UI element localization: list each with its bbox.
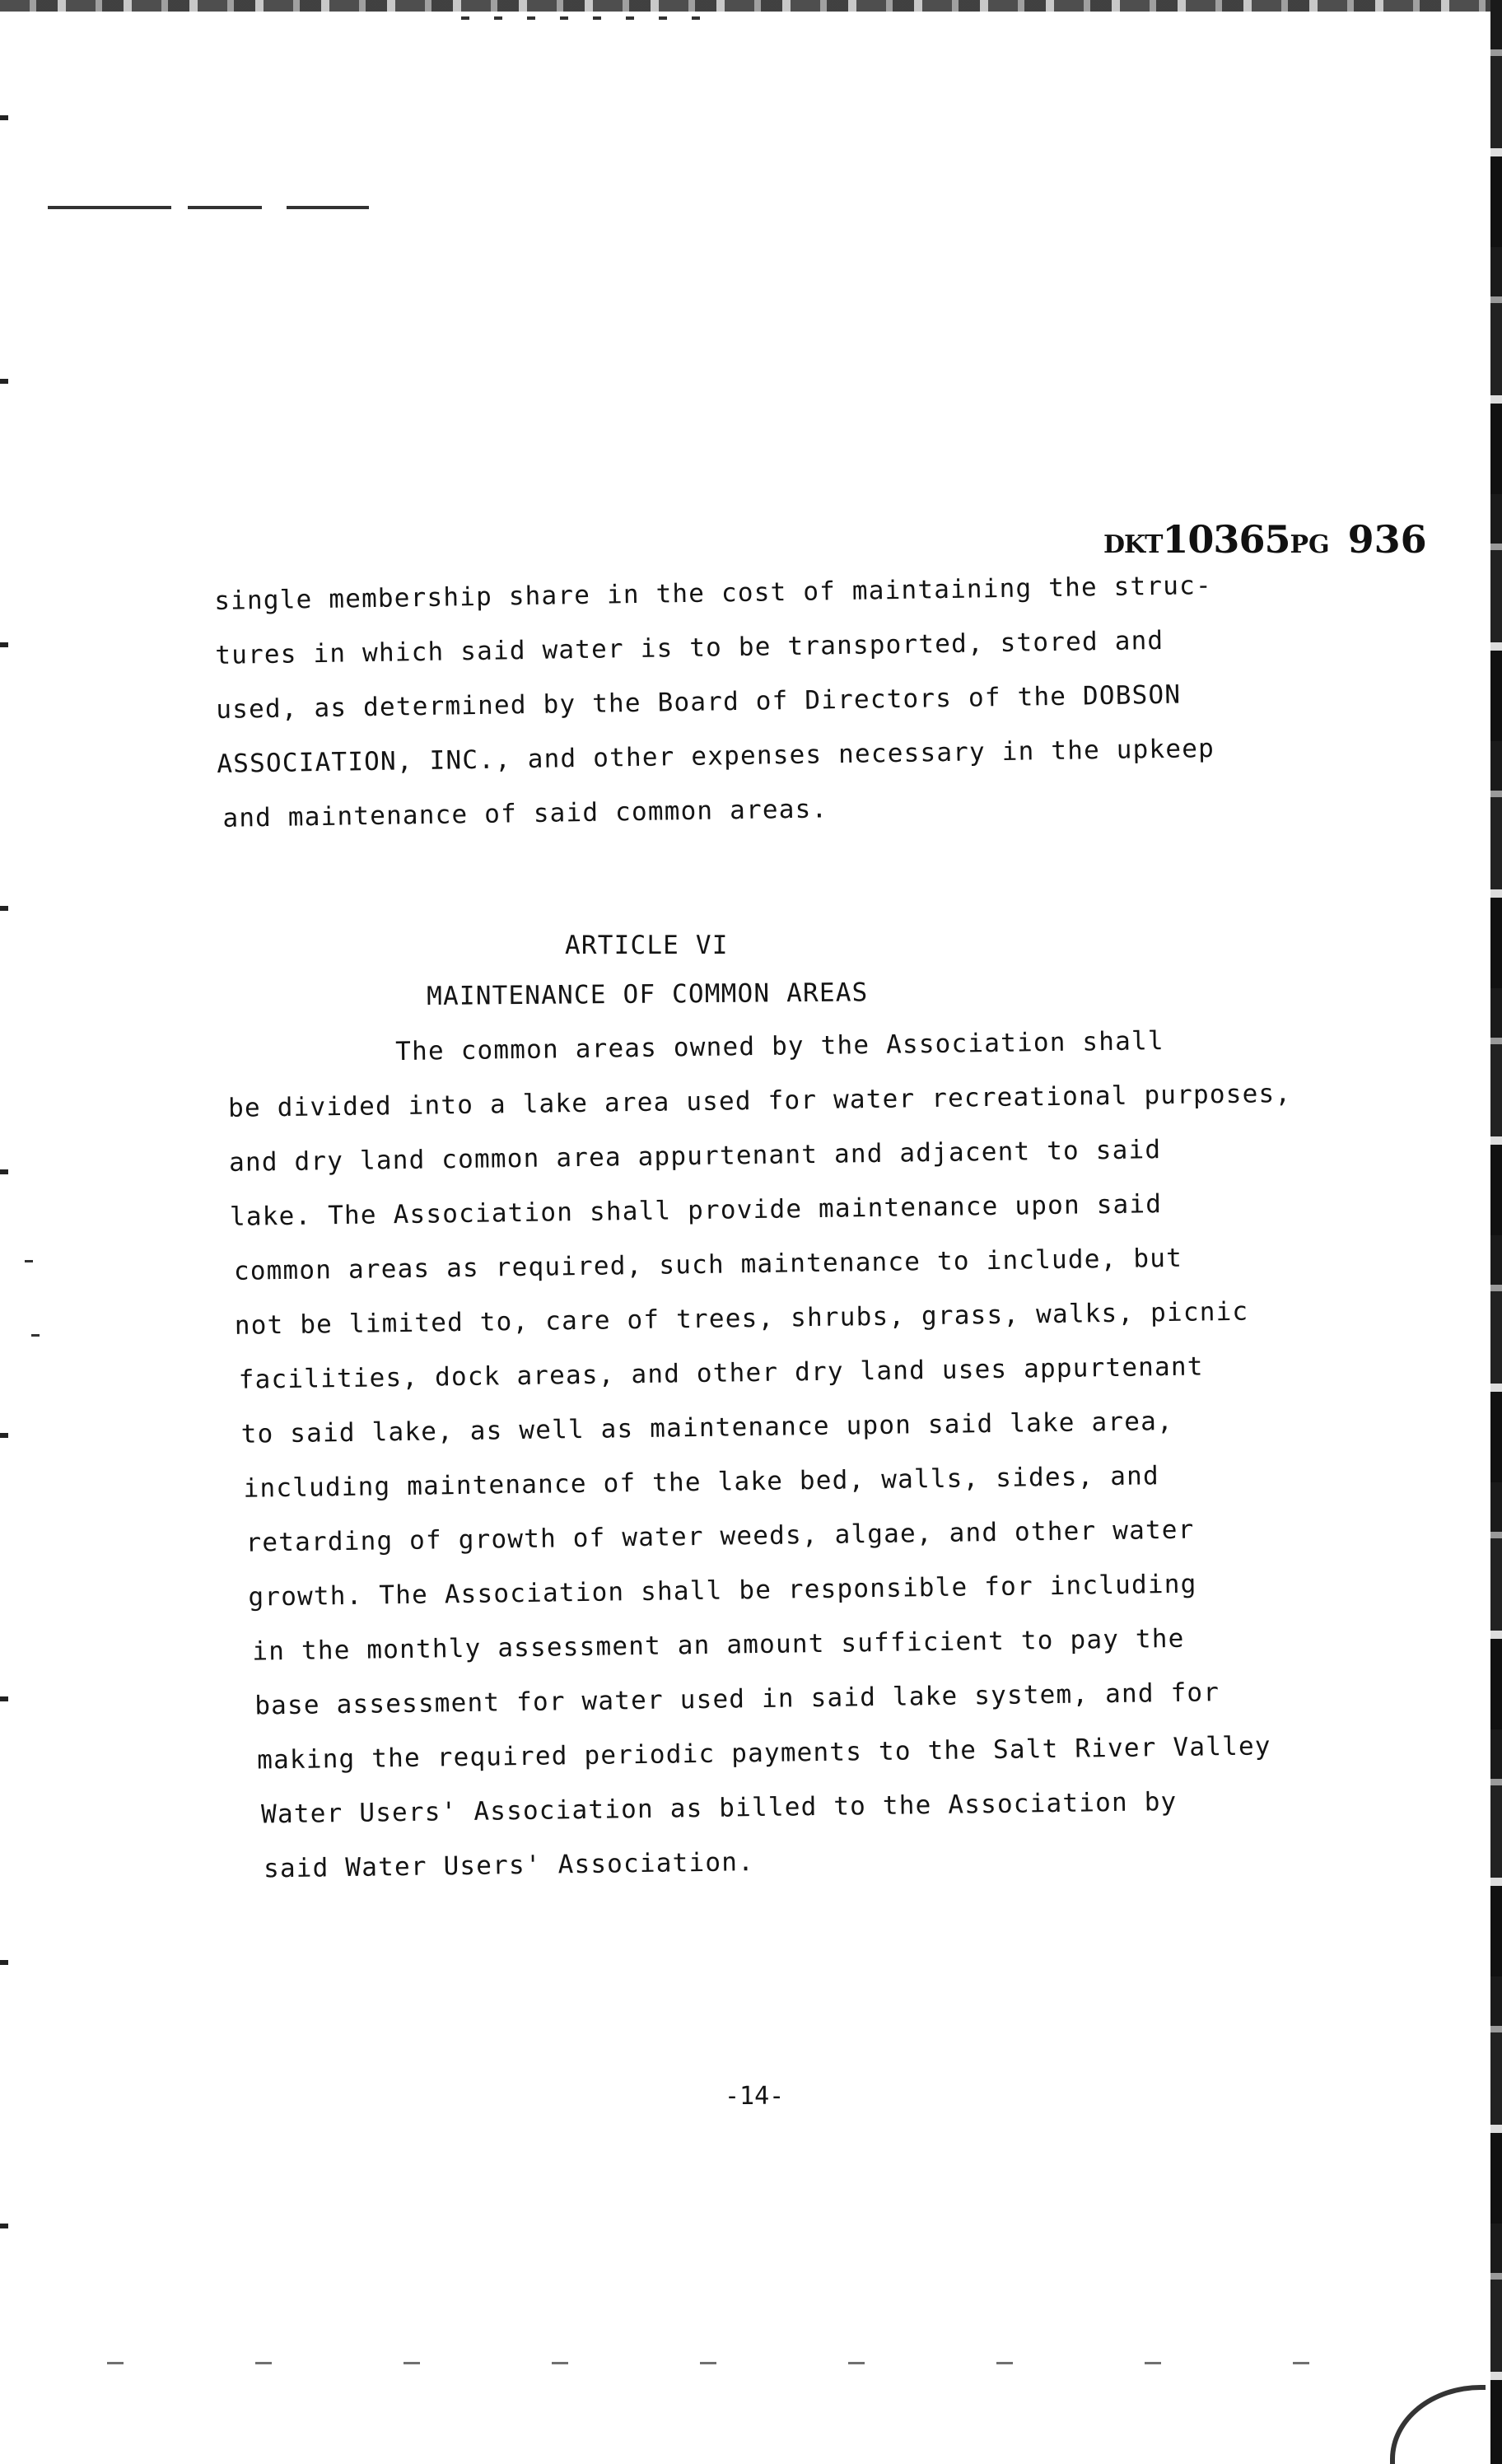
scan-artifact-bottom-dashes: [107, 2362, 1425, 2364]
text-line: base assessment for water used in said lake system, and for: [254, 1678, 1220, 1721]
scan-artifact-left-edge: [0, 0, 8, 2464]
text-line: common areas as required, such maintenance to include, but: [233, 1243, 1183, 1286]
scan-artifact-dash-line: [48, 206, 369, 209]
scan-artifact-right-edge: [1490, 0, 1502, 2464]
text-line: and dry land common area appurtenant and adjacent to said: [228, 1135, 1162, 1178]
text-line: lake. The Association shall provide maintenance upon said: [229, 1189, 1163, 1232]
stamp-page-number: 936: [1347, 517, 1427, 562]
page-number: -14-: [725, 2082, 785, 2111]
page-corner-curl: [1390, 2385, 1486, 2464]
text-line: growth. The Association shall be responsible for including: [248, 1569, 1197, 1612]
text-line: tures in which said water is to be transported, stored and: [215, 625, 1164, 670]
text-line: said Water Users' Association.: [263, 1847, 755, 1884]
docket-number: 10365: [1162, 517, 1290, 562]
text-line: facilities, dock areas, and other dry land uses appurtenant: [238, 1351, 1204, 1395]
margin-mark: [25, 1260, 33, 1262]
article-title: MAINTENANCE OF COMMON AREAS: [427, 978, 869, 1011]
text-line: retarding of growth of water weeds, algae, and other water: [245, 1514, 1195, 1558]
text-line: used, as determined by the Board of Directors of the DOBSON: [216, 679, 1182, 725]
scan-artifact-top-dashes: [461, 16, 725, 20]
margin-mark: [31, 1334, 40, 1337]
text-line: in the monthly assessment an amount sufficient to pay the: [252, 1623, 1185, 1667]
text-line: The common areas owned by the Association shall: [394, 1026, 1164, 1067]
text-line: not be limited to, care of trees, shrubs, grass, walks, picnic: [234, 1296, 1249, 1341]
text-line: Water Users' Association as billed to the Association by: [260, 1786, 1178, 1830]
text-line: to said lake, as well as maintenance upon said lake area,: [240, 1406, 1174, 1449]
page-prefix: PG: [1290, 530, 1330, 559]
text-line: and maintenance of said common areas.: [222, 794, 828, 833]
text-line: single membership share in the cost of maintaining the struc-: [214, 570, 1213, 616]
text-line: be divided into a lake area used for water recreational purposes,: [227, 1078, 1292, 1123]
scan-artifact-top: [0, 0, 1502, 12]
text-line: including maintenance of the lake bed, walls, sides, and: [243, 1461, 1160, 1504]
text-line: making the required periodic payments to the Salt River Valley: [256, 1731, 1271, 1776]
docket-prefix: DKT: [1103, 530, 1163, 559]
docket-page-stamp: [1103, 517, 1427, 562]
article-heading: ARTICLE VI: [565, 931, 729, 960]
text-line: ASSOCIATION, INC., and other expenses necessary in the upkeep: [217, 733, 1215, 779]
